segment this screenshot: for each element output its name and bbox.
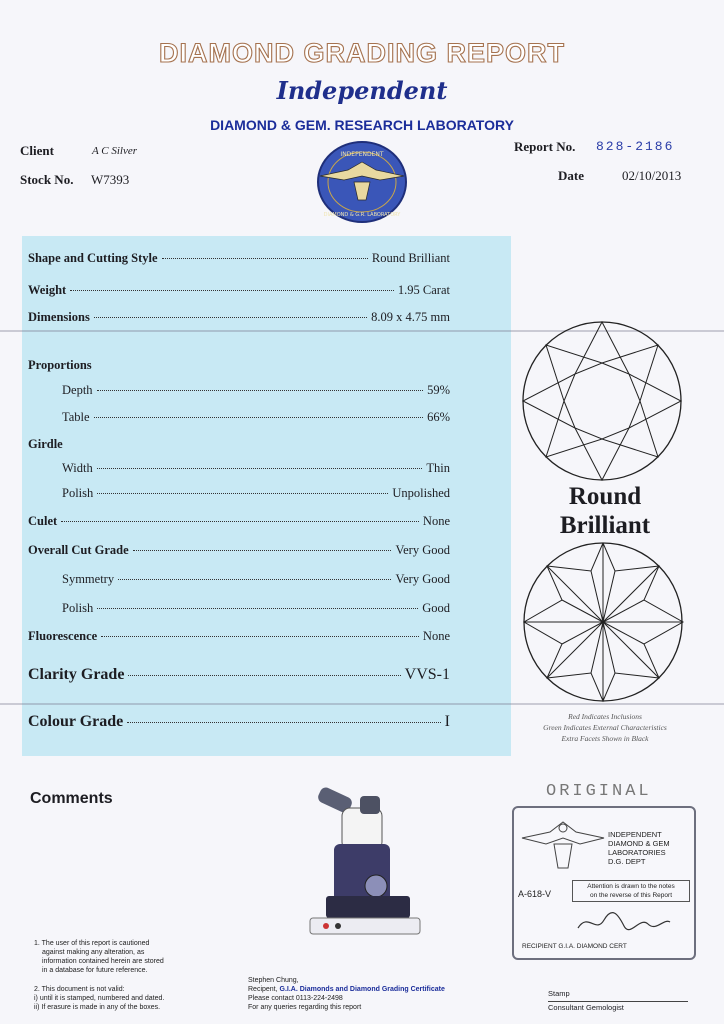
weight-value: 1.95 Carat [397, 283, 450, 297]
stock-value: W7393 [91, 172, 130, 187]
cut-grade-label: Overall Cut Grade [28, 543, 129, 557]
signature [574, 910, 674, 936]
comments-heading: Comments [30, 790, 113, 807]
original-stamp: ORIGINAL [546, 782, 652, 801]
table-row [28, 410, 450, 425]
cut-grade-row [28, 543, 450, 558]
validity-note: 2. This document is not valid: i) until it is stamped, numbered and dated. ii) If erasure is made in any of the boxes. [34, 986, 165, 1011]
polish-grade-label: Polish [62, 601, 94, 615]
depth-row [28, 383, 450, 398]
symmetry-row [28, 572, 450, 587]
depth-label: Depth [62, 383, 93, 397]
consultant-label: Consultant Gemologist [548, 1001, 688, 1012]
cut-name: Round Brilliant [559, 483, 651, 539]
eagle-icon [520, 816, 606, 876]
dimensions-row [28, 310, 450, 325]
pavilion-diagram [520, 541, 686, 703]
laboratory-seal [310, 140, 414, 224]
clarity-label: Clarity Grade [28, 666, 125, 683]
date-label: Date [558, 168, 584, 183]
date-value: 02/10/2013 [622, 168, 682, 183]
width-row [28, 461, 450, 476]
stamp-code: A-618-V [518, 889, 552, 899]
polish-value: Unpolished [392, 486, 450, 500]
report-no-value: 828-2186 [596, 139, 675, 154]
lab-stamp [512, 806, 696, 960]
client-label: Client [20, 143, 54, 158]
polish-grade-row [28, 601, 450, 616]
table-label: Table [62, 410, 90, 424]
brand-name: Independent [276, 76, 448, 105]
contact-note: Stephen Chung, Recipent, G.I.A. Diamonds and Diamond Grading Certificate Please contact 0113-224-2498 For any queries regarding this report [248, 977, 445, 1011]
paper-fold [0, 703, 724, 705]
culet-row [28, 514, 450, 529]
culet-label: Culet [28, 514, 58, 528]
seal-top-text: INDEPENDENT [340, 151, 384, 158]
fluorescence-label: Fluorescence [28, 629, 98, 643]
dimensions-value: 8.09 x 4.75 mm [371, 310, 450, 324]
weight-row [28, 283, 450, 298]
shape-row [28, 251, 450, 266]
girdle-heading: Girdle [28, 437, 63, 451]
usage-note: 1. The user of this report is cautioned against making any alteration, as information contained herein are stored in a database for future reference. [34, 940, 164, 974]
report-no-label: Report No. [514, 139, 576, 154]
culet-value: None [422, 514, 450, 528]
symmetry-label: Symmetry [62, 572, 115, 586]
colour-row [28, 713, 450, 731]
fluorescence-value: None [422, 629, 450, 643]
cut-grade-value: Very Good [395, 543, 450, 557]
lab-name: DIAMOND & GEM. RESEARCH LABORATORY [210, 117, 514, 133]
colour-label: Colour Grade [28, 713, 124, 730]
polish-grade-value: Good [422, 601, 450, 615]
dimensions-label: Dimensions [28, 310, 90, 324]
proportions-heading: Proportions [28, 358, 92, 372]
colour-value: I [444, 713, 450, 730]
crown-diagram [518, 320, 686, 482]
diagram-legend: Red Indicates Inclusions Green Indicates External Characteristics Extra Facets Shown in Black [543, 712, 667, 743]
fluorescence-row [28, 629, 450, 644]
depth-value: 59% [427, 383, 450, 397]
symmetry-value: Very Good [395, 572, 450, 586]
shape-label: Shape and Cutting Style [28, 251, 158, 265]
seal-bottom-text: DIAMOND & G.R. LABORATORY [323, 212, 401, 218]
client-value: A C Silver [92, 145, 138, 157]
clarity-row [28, 666, 450, 684]
clarity-value: VVS-1 [404, 666, 450, 683]
polish-row [28, 486, 450, 501]
shape-value: Round Brilliant [371, 251, 450, 265]
stock-label: Stock No. [20, 172, 74, 187]
stamp-recipient: RECIPIENT G.I.A. DIAMOND CERT [522, 943, 627, 950]
table-value: 66% [427, 410, 450, 424]
stamp-attention-box: Attention is drawn to the notes on the reverse of this Report [572, 880, 690, 902]
stamp-label: Stamp [548, 989, 570, 998]
width-label: Width [62, 461, 93, 475]
weight-label: Weight [28, 283, 67, 297]
stamp-lab-text: INDEPENDENT DIAMOND & GEM LABORATORIES D.G. DEPT [608, 830, 670, 866]
report-title: DIAMOND GRADING REPORT [159, 38, 565, 68]
microscope-image [300, 782, 430, 942]
width-value: Thin [426, 461, 450, 475]
polish-label: Polish [62, 486, 94, 500]
